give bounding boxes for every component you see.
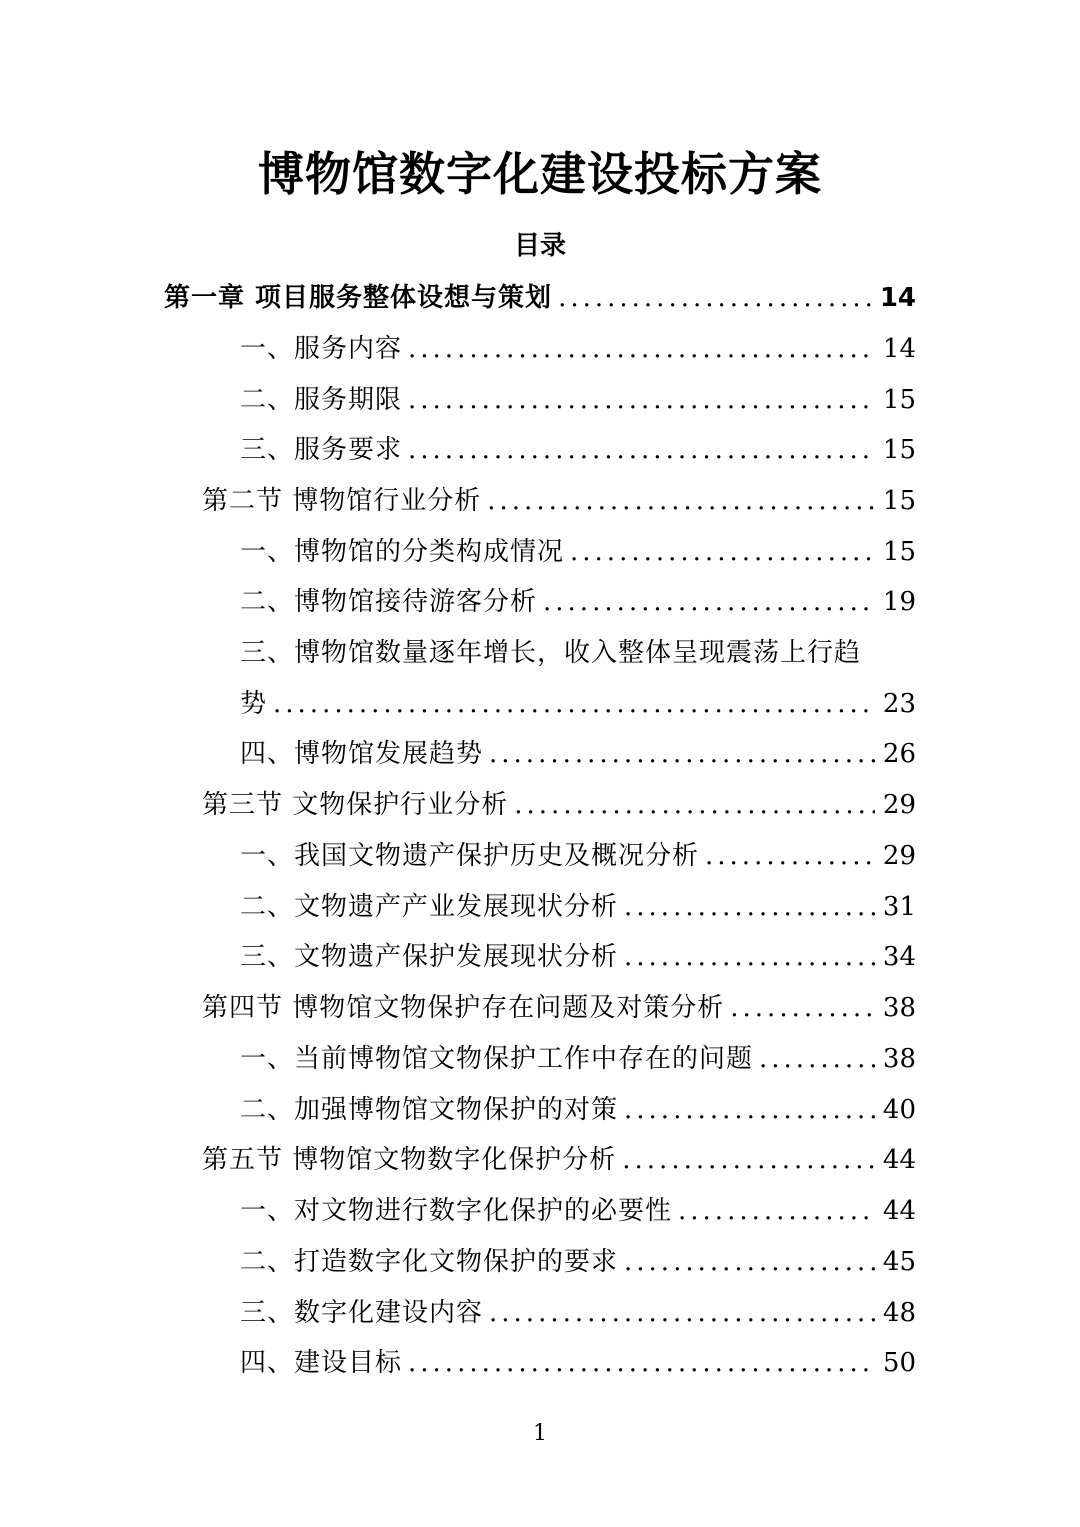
dot-leader bbox=[705, 834, 875, 878]
toc-entry[interactable] bbox=[240, 1291, 916, 1335]
toc-entry-page-number: 38 bbox=[882, 993, 916, 1023]
dot-leader bbox=[408, 428, 875, 472]
toc-entry[interactable] bbox=[240, 885, 916, 929]
toc-entry-label: 第二节 博物馆行业分析 bbox=[202, 486, 482, 516]
toc-entry[interactable] bbox=[240, 530, 916, 574]
toc-entry-page-number: 44 bbox=[882, 1196, 916, 1226]
dot-leader bbox=[624, 1240, 875, 1284]
toc-entry[interactable] bbox=[240, 1189, 916, 1233]
dot-leader bbox=[570, 530, 875, 574]
toc-entry-page-number: 40 bbox=[882, 1095, 916, 1125]
toc-entry-label: 一、对文物进行数字化保护的必要性 bbox=[240, 1196, 673, 1226]
dot-leader bbox=[624, 1088, 875, 1132]
toc-entry[interactable] bbox=[240, 378, 916, 422]
dot-leader bbox=[514, 783, 875, 827]
dot-leader bbox=[558, 276, 872, 320]
toc-entry[interactable] bbox=[240, 580, 916, 624]
toc-entry-label: 第四节 博物馆文物保护存在问题及对策分析 bbox=[202, 993, 725, 1023]
toc-entry-label: 第三节 文物保护行业分析 bbox=[202, 790, 509, 820]
toc-entry-label: 二、文物遗产产业发展现状分析 bbox=[240, 892, 619, 922]
toc-entry-section-4[interactable] bbox=[202, 986, 916, 1030]
toc-entry-label: 势 bbox=[240, 689, 268, 719]
dot-leader bbox=[489, 1291, 875, 1335]
toc-entry-page-number: 15 bbox=[882, 486, 916, 516]
toc-entry-section-3[interactable] bbox=[202, 783, 916, 827]
toc-entry-page-number: 26 bbox=[882, 739, 916, 769]
dot-leader bbox=[678, 1189, 875, 1233]
toc-entry-page-number: 50 bbox=[882, 1348, 916, 1378]
toc-entry-label: 一、服务内容 bbox=[240, 334, 403, 364]
toc-entry-page-number: 29 bbox=[882, 841, 916, 871]
toc-entry-label: 二、打造数字化文物保护的要求 bbox=[240, 1247, 619, 1277]
document-title: 博物馆数字化建设投标方案 bbox=[258, 147, 822, 201]
toc-entry-page-number: 23 bbox=[882, 689, 916, 719]
toc-entry[interactable] bbox=[240, 732, 916, 776]
dot-leader bbox=[624, 885, 875, 929]
dot-leader bbox=[408, 327, 875, 371]
toc-entry-page-number: 15 bbox=[882, 537, 916, 567]
toc-entry-label: 第五节 博物馆文物数字化保护分析 bbox=[202, 1145, 617, 1175]
toc-entry-page-number: 31 bbox=[882, 892, 916, 922]
toc-entry-page-number: 45 bbox=[882, 1247, 916, 1277]
dot-leader bbox=[408, 1341, 875, 1385]
dot-leader bbox=[622, 1138, 875, 1182]
toc-entry-label: 第一章 项目服务整体设想与策划 bbox=[164, 283, 553, 313]
toc-entry-label: 一、当前博物馆文物保护工作中存在的问题 bbox=[240, 1044, 754, 1074]
toc-entry-label: 三、数字化建设内容 bbox=[240, 1298, 484, 1328]
toc-entry-label: 四、建设目标 bbox=[240, 1348, 403, 1378]
toc-entry-page-number: 14 bbox=[879, 283, 916, 313]
toc-entry[interactable] bbox=[240, 1240, 916, 1284]
toc-entry-page-number: 14 bbox=[882, 334, 916, 364]
toc-heading: 目录 bbox=[513, 231, 566, 261]
toc-entry-page-number: 29 bbox=[882, 790, 916, 820]
dot-leader bbox=[487, 479, 875, 523]
toc-entry-label: 二、服务期限 bbox=[240, 385, 403, 415]
toc-entry[interactable] bbox=[240, 834, 916, 878]
toc-entry[interactable] bbox=[240, 327, 916, 371]
toc-entry-page-number: 15 bbox=[882, 435, 916, 465]
toc-entry[interactable] bbox=[240, 682, 916, 726]
toc-entry-page-number: 44 bbox=[882, 1145, 916, 1175]
toc-entry-page-number: 38 bbox=[882, 1044, 916, 1074]
toc-entry-label: 一、我国文物遗产保护历史及概况分析 bbox=[240, 841, 700, 871]
dot-leader bbox=[408, 378, 875, 422]
dot-leader bbox=[624, 935, 875, 979]
toc-entry-label: 二、博物馆接待游客分析 bbox=[240, 587, 538, 617]
toc-entry-label: 三、服务要求 bbox=[240, 435, 403, 465]
toc-entry[interactable] bbox=[240, 1341, 916, 1385]
toc-entry-label: 一、博物馆的分类构成情况 bbox=[240, 537, 565, 567]
toc-entry-chapter-1[interactable] bbox=[164, 276, 916, 320]
toc-entry-section-2[interactable] bbox=[202, 479, 916, 523]
toc-entry[interactable] bbox=[240, 1088, 916, 1132]
dot-leader bbox=[489, 732, 875, 776]
dot-leader bbox=[273, 682, 875, 726]
toc-entry-page-number: 48 bbox=[882, 1298, 916, 1328]
toc-entry-label: 三、文物遗产保护发展现状分析 bbox=[240, 942, 619, 972]
toc-entry-label-line1[interactable]: 三、博物馆数量逐年增长，收入整体呈现震荡上行趋 bbox=[240, 638, 862, 668]
toc-entry-label: 四、博物馆发展趋势 bbox=[240, 739, 484, 769]
toc-entry[interactable] bbox=[240, 1037, 916, 1081]
toc-entry-section-5[interactable] bbox=[202, 1138, 916, 1182]
dot-leader bbox=[759, 1037, 875, 1081]
toc-entry-label: 二、加强博物馆文物保护的对策 bbox=[240, 1095, 619, 1125]
toc-entry[interactable] bbox=[240, 428, 916, 472]
toc-entry-page-number: 15 bbox=[882, 385, 916, 415]
page-number: 1 bbox=[533, 1421, 547, 1446]
toc-entry-page-number: 34 bbox=[882, 942, 916, 972]
toc-entry-page-number: 19 bbox=[882, 587, 916, 617]
dot-leader bbox=[543, 580, 875, 624]
toc-entry[interactable] bbox=[240, 935, 916, 979]
dot-leader bbox=[730, 986, 875, 1030]
